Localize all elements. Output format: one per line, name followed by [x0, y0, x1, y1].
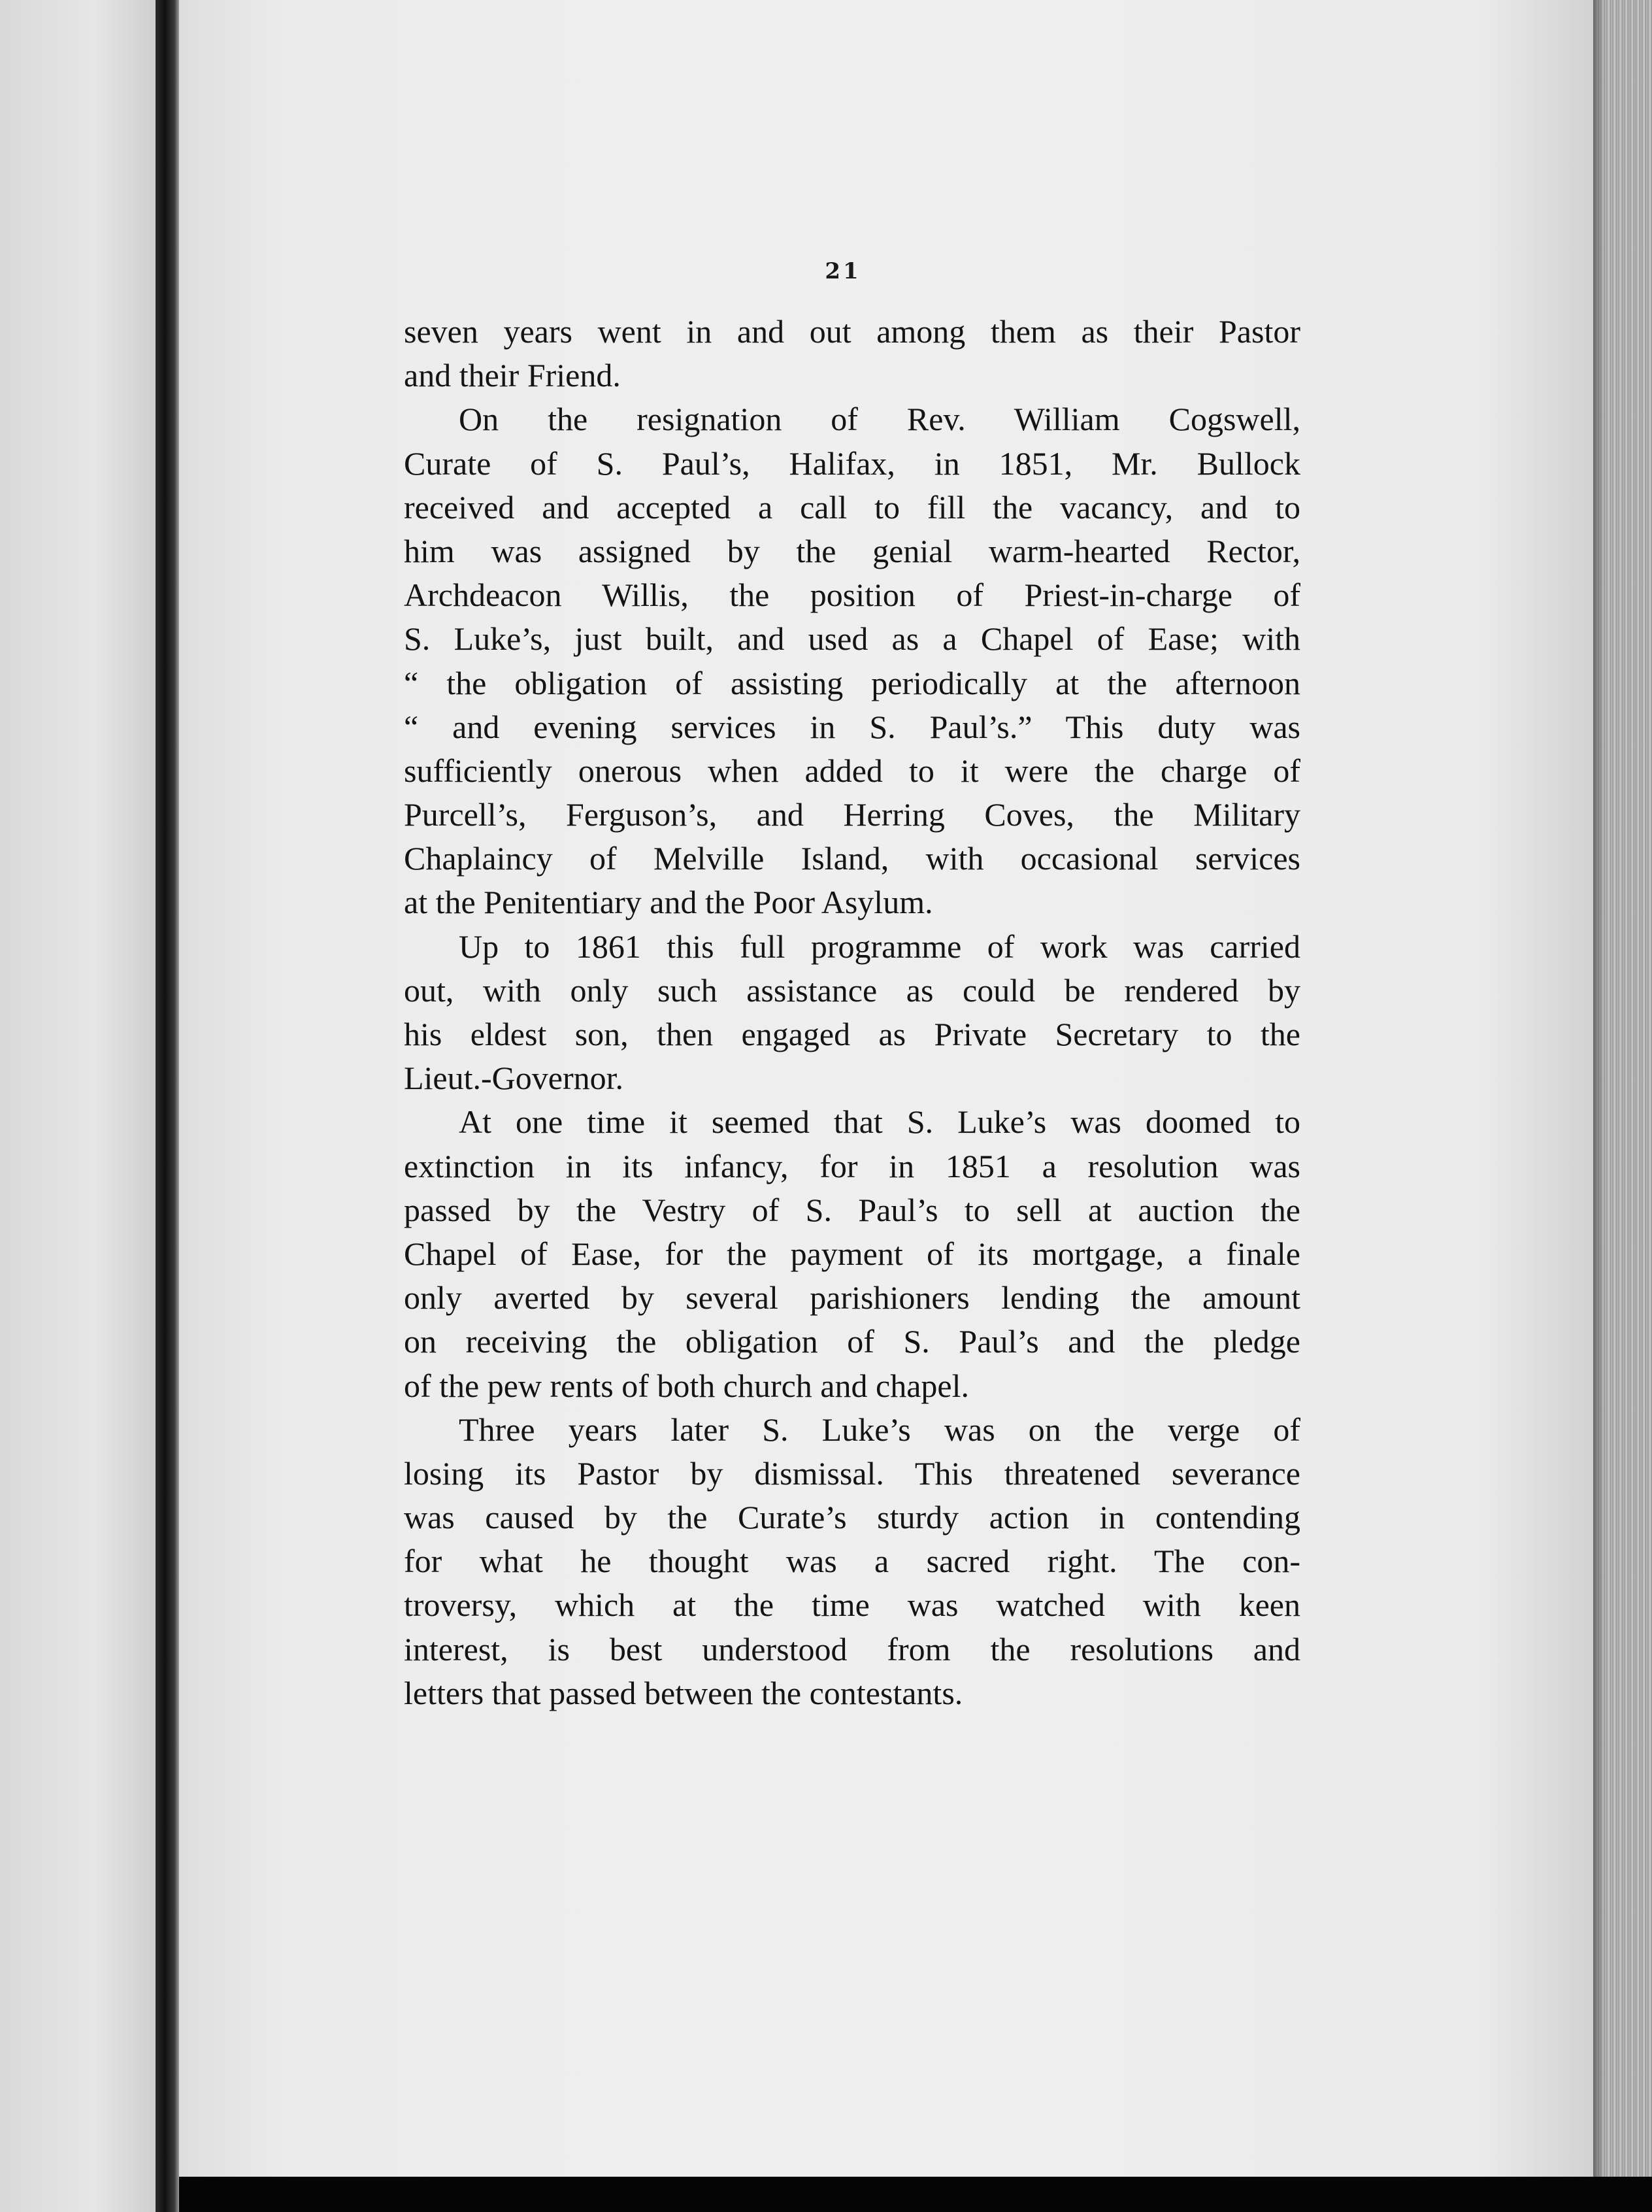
text-line: extinction in its infancy, for in 1851 a resolution was — [404, 1147, 1300, 1184]
text-line: Chaplaincy of Melville Island, with occasional services — [404, 840, 1300, 877]
text-line: was caused by the Curate’s sturdy action in contending — [404, 1499, 1300, 1536]
text-line: “ and evening services in S. Paul’s.” This duty was — [404, 708, 1300, 745]
text-line: sufficiently onerous when added to it were the charge of — [404, 752, 1300, 789]
text-line: seven years went in and out among them as their Pastor — [404, 313, 1300, 350]
text-line: Purcell’s, Ferguson’s, and Herring Coves, the Military — [404, 796, 1300, 833]
scan-bottom-border — [179, 2177, 1652, 2212]
text-line: interest, is best understood from the resolutions and — [404, 1630, 1300, 1667]
text-line: him was assigned by the genial warm-hearted Rector, — [404, 532, 1300, 569]
page-number: 21 — [825, 258, 861, 284]
text-line: Curate of S. Paul’s, Halifax, in 1851, Mr. Bullock — [404, 444, 1300, 482]
text-line: out, with only such assistance as could be rendered by — [404, 971, 1300, 1009]
text-line: his eldest son, then engaged as Private Secretary to the — [404, 1016, 1300, 1052]
text-line: of the pew rents of both church and chapel. — [404, 1367, 969, 1404]
paragraph-first-line: Up to 1861 this full programme of work was carried — [459, 928, 1300, 965]
text-line: only averted by several parishioners lending the amount — [404, 1279, 1300, 1316]
text-line: S. Luke’s, just built, and used as a Chapel of Ease; with — [404, 620, 1300, 658]
text-line: letters that passed between the contestants. — [404, 1674, 963, 1711]
paragraph-first-line: At one time it seemed that S. Luke’s was doomed to — [459, 1103, 1300, 1141]
binding-gutter — [156, 0, 179, 2212]
text-line: passed by the Vestry of S. Paul’s to sell at auction the — [404, 1191, 1300, 1228]
text-line: at the Penitentiary and the Poor Asylum. — [404, 884, 933, 921]
text-line: and their Friend. — [404, 357, 621, 394]
text-line: Lieut.-Governor. — [404, 1060, 624, 1097]
text-line: troversy, which at the time was watched with keen — [404, 1586, 1300, 1624]
paragraph-first-line: On the resignation of Rev. William Cogswell, — [459, 401, 1300, 438]
text-line: for what he thought was a sacred right. The con- — [404, 1543, 1300, 1580]
body-text — [404, 310, 1300, 1715]
text-line: Archdeacon Willis, the position of Priest-in-charge of — [404, 577, 1300, 614]
text-line: on receiving the obligation of S. Paul’s and the pledge — [404, 1323, 1300, 1360]
text-line: received and accepted a call to fill the vacancy, and to — [404, 488, 1300, 526]
text-line: “ the obligation of assisting periodically at the afternoon — [404, 664, 1300, 701]
text-line: Chapel of Ease, for the payment of its mortgage, a finale — [404, 1235, 1300, 1272]
facing-page-edge — [0, 0, 156, 2212]
paragraph-first-line: Three years later S. Luke’s was on the verge of — [459, 1411, 1300, 1448]
text-line: losing its Pastor by dismissal. This threatened severance — [404, 1454, 1300, 1492]
page-edge-shadow — [1593, 0, 1605, 2212]
